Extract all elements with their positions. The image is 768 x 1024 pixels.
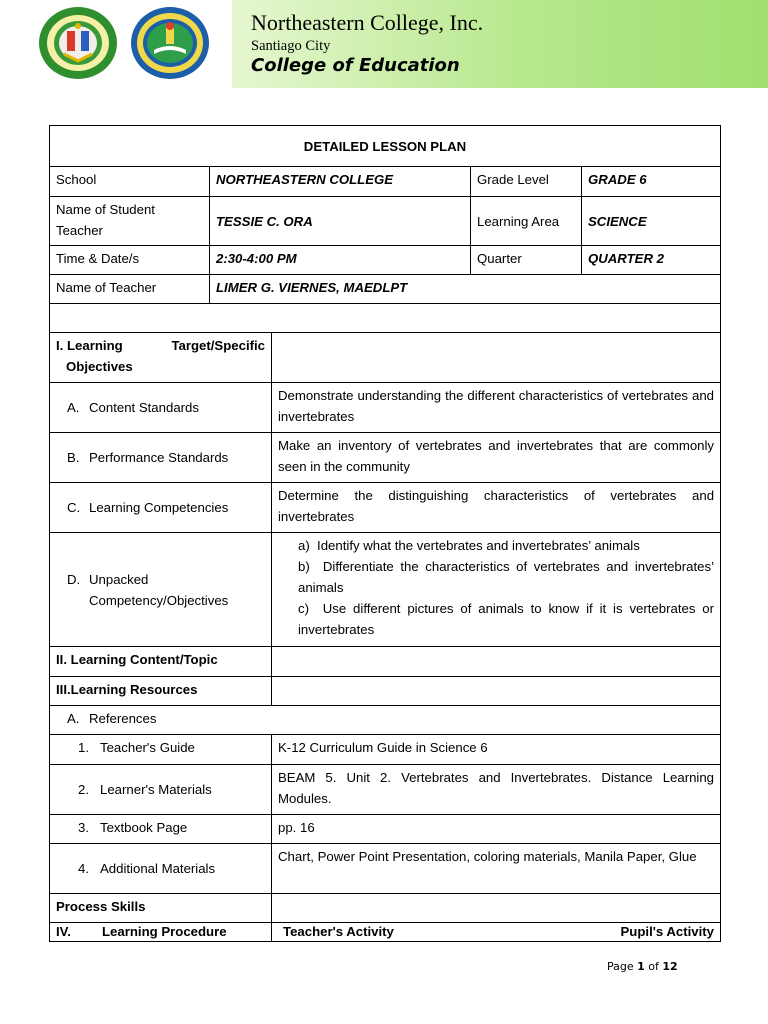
learning-procedure-row (50, 923, 721, 942)
additional-materials-value: Chart, Power Point Presentation, coloring materials, Manila Paper, Glue (272, 844, 721, 894)
learners-materials-label: Learner's Materials (100, 782, 212, 797)
section-1-heading (50, 333, 272, 383)
learners-materials-row (50, 765, 721, 815)
textbook-page-label-cell (50, 815, 272, 844)
item-letter: C. (67, 500, 81, 515)
teachers-guide-value: K-12 Curriculum Guide in Science 6 (272, 735, 721, 765)
item-letter: B. (67, 450, 80, 465)
time-label: Time & Date/s (50, 246, 210, 275)
title-row (50, 126, 721, 167)
lesson-plan-title: DETAILED LESSON PLAN (50, 126, 721, 167)
item-number: 1. (78, 740, 89, 755)
spacer-row (50, 304, 721, 333)
objective-item: a) Identify what the vertebrates and invertebrates’ animals (298, 538, 640, 553)
school-row (50, 167, 721, 197)
content-standards-value: Demonstrate understanding the different characteristics of vertebrates and invertebrates (272, 383, 721, 433)
item-letter: A. (67, 400, 80, 415)
blank-cell (50, 304, 721, 333)
grade-level-value: GRADE 6 (582, 167, 721, 197)
item-number: 2. (78, 782, 89, 797)
additional-materials-row (50, 844, 721, 894)
process-skills-label: Process Skills (50, 894, 272, 923)
item-letter: D. (67, 571, 81, 587)
content-standards-label: Content Standards (89, 400, 199, 415)
time-row (50, 246, 721, 275)
page-header (0, 0, 768, 90)
textbook-page-label: Textbook Page (100, 820, 188, 835)
section-4-number: IV. (56, 924, 71, 939)
teacher-row (50, 275, 721, 304)
learning-resources-row (50, 677, 721, 706)
learning-competencies-value: Determine the distinguishing characteristics of vertebrates and invertebrates (272, 483, 721, 533)
pupil-activity-heading: Pupil's Activity (620, 924, 715, 939)
teachers-guide-label: Teacher's Guide (100, 740, 195, 755)
student-teacher-label: Name of Student Teacher (50, 197, 210, 246)
section-4-heading: Learning Procedure (102, 924, 227, 939)
teacher-value: LIMER G. VIERNES, MAEDLPT (210, 275, 721, 304)
teacher-label: Name of Teacher (50, 275, 210, 304)
learning-competencies-row (50, 483, 721, 533)
process-skills-row (50, 894, 721, 923)
college-name: Northeastern College, Inc. (251, 10, 484, 35)
page-word: Page (607, 960, 634, 973)
lesson-plan-table (49, 125, 721, 942)
textbook-page-row (50, 815, 721, 844)
time-value: 2:30-4:00 PM (210, 246, 471, 275)
textbook-page-value: pp. 16 (272, 815, 721, 844)
objective-item: c) Use different pictures of animals to know if it is vertebrates or invertebrates (298, 601, 715, 637)
learning-competencies-label-cell (50, 483, 272, 533)
page-number: 1 (637, 960, 645, 973)
teachers-guide-row (50, 735, 721, 765)
additional-materials-label-cell (50, 844, 272, 894)
grade-level-label: Grade Level (471, 167, 582, 197)
item-number: 3. (78, 820, 89, 835)
quarter-label: Quarter (471, 246, 582, 275)
quarter-value: QUARTER 2 (582, 246, 721, 275)
unpacked-objectives-label-cell (50, 533, 272, 647)
references-label: References (89, 711, 157, 726)
blank-cell (272, 677, 721, 706)
content-standards-row (50, 383, 721, 433)
learning-area-label: Learning Area (471, 197, 582, 246)
student-teacher-row (50, 197, 721, 246)
objectives-header-row (50, 333, 721, 383)
item-letter: A. (67, 711, 80, 726)
section-4-heading-cell (50, 923, 272, 942)
blank-cell (272, 647, 721, 677)
activity-header-cell (272, 923, 721, 942)
page-total: 12 (662, 960, 678, 973)
performance-standards-label-cell (50, 433, 272, 483)
performance-standards-row (50, 433, 721, 483)
section-1-heading-part-b: Target/Specific (171, 338, 265, 353)
learners-materials-label-cell (50, 765, 272, 815)
blank-cell (272, 894, 721, 923)
objectives-list (272, 533, 721, 647)
section-2-heading: II. Learning Content/Topic (50, 647, 272, 677)
teachers-guide-label-cell (50, 735, 272, 765)
northeastern-college-seal-icon (38, 6, 118, 80)
student-teacher-value: TESSIE C. ORA (210, 197, 471, 246)
section-3-heading: III.Learning Resources (50, 677, 272, 706)
item-number: 4. (78, 861, 89, 876)
performance-standards-value: Make an inventory of vertebrates and invertebrates that are commonly seen in the community (272, 433, 721, 483)
department-name: College of Education (251, 55, 460, 76)
college-of-education-seal-icon (130, 6, 210, 80)
school-value: NORTHEASTERN COLLEGE (210, 167, 471, 197)
references-row (50, 706, 721, 735)
of-word: of (648, 960, 659, 973)
section-1-heading-part-c: Objectives (66, 359, 133, 374)
college-city: Santiago City (251, 38, 331, 54)
blank-cell (272, 333, 721, 383)
additional-materials-label: Additional Materials (100, 861, 216, 876)
content-standards-label-cell (50, 383, 272, 433)
teacher-activity-heading: Teacher's Activity (283, 924, 394, 939)
learners-materials-value: BEAM 5. Unit 2. Vertebrates and Invertebrates. Distance Learning Modules. (272, 765, 721, 815)
performance-standards-label: Performance Standards (89, 450, 229, 465)
objective-item: b) Differentiate the characteristics of vertebrates and invertebrates’ animals (298, 559, 715, 595)
content-topic-row (50, 647, 721, 677)
page-footer (607, 960, 678, 973)
section-1-heading-part-a: I. Learning (56, 338, 123, 353)
college-banner (232, 0, 768, 88)
references-label-cell (50, 706, 721, 735)
learning-competencies-label: Learning Competencies (89, 500, 229, 515)
school-label: School (50, 167, 210, 197)
unpacked-objectives-row (50, 533, 721, 647)
learning-area-value: SCIENCE (582, 197, 721, 246)
unpacked-objectives-label: Unpacked Competency/Objectives (89, 571, 229, 608)
